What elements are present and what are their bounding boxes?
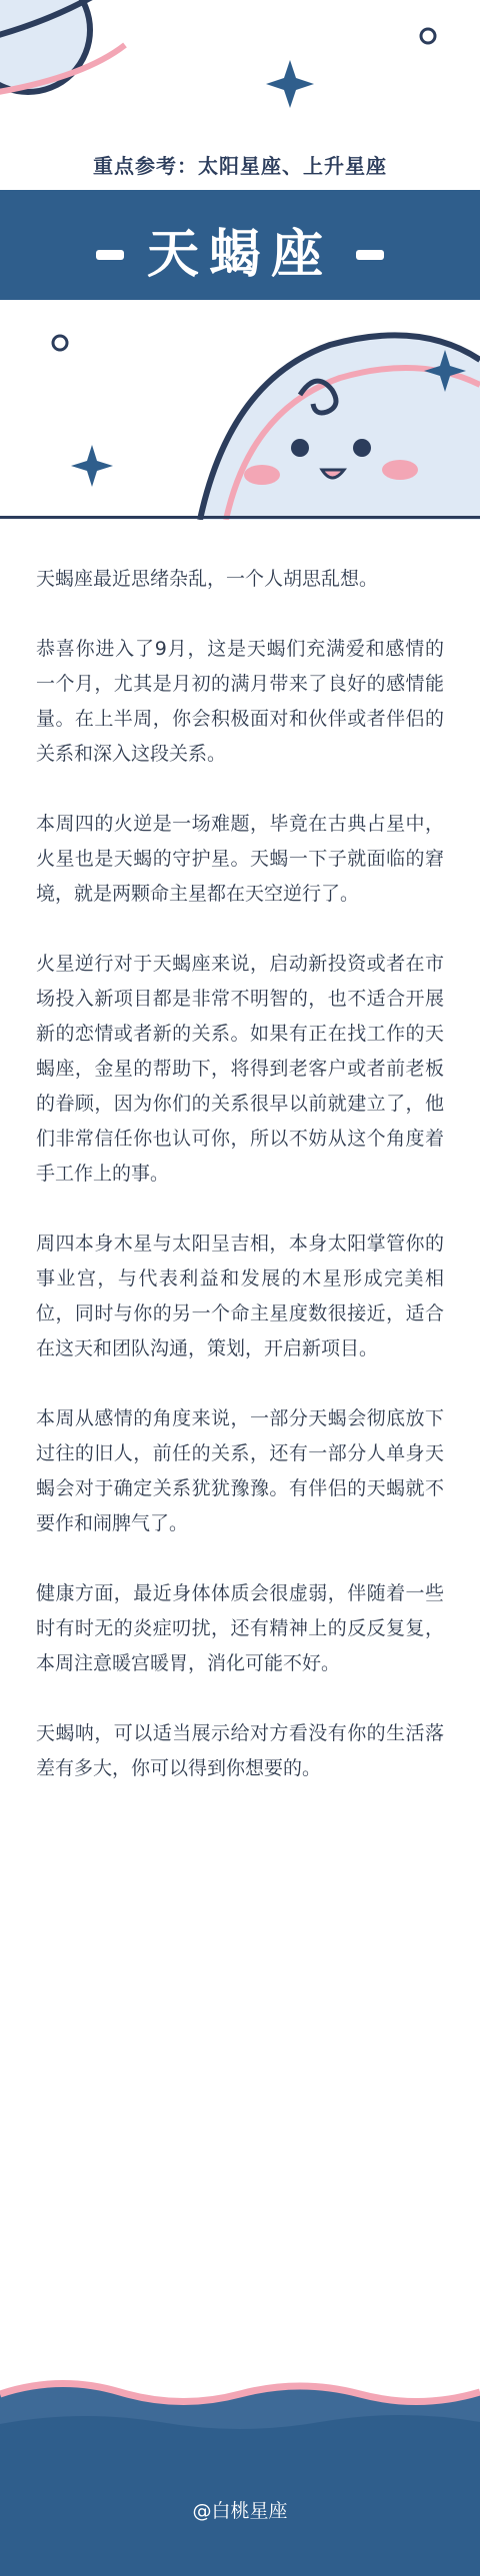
footer-credit: @白桃星座 xyxy=(192,2500,288,2522)
paragraph: 天蝎座最近思绪杂乱，一个人胡思乱想。 xyxy=(36,568,379,590)
title-dash-right xyxy=(356,250,384,260)
planet-icon xyxy=(0,0,125,95)
dot-icon xyxy=(421,29,435,43)
paragraph: 周四本身木星与太阳呈吉相，本身太阳掌管你的事业宫，与代表利益和发展的木星形成完美相位，同时与你的另一个命主星度数很接近，适合在这天和团队沟通，策划，开启新项目。 xyxy=(36,1233,444,1359)
footer-wave xyxy=(0,2364,480,2576)
header-divider xyxy=(0,516,480,519)
article-body xyxy=(36,562,444,1821)
paragraph: 本周从感情的角度来说，一部分天蝎会彻底放下过往的旧人，前任的关系，还有一部分人单身天蝎会对于确定关系犹犹豫豫。有伴侣的天蝎就不要作和闹脾气了。 xyxy=(36,1407,444,1534)
hero-header xyxy=(0,0,480,520)
sparkle-icon xyxy=(71,445,113,487)
footer xyxy=(0,2364,480,2576)
paragraph: 恭喜你进入了9月，这是天蝎们充满爱和感情的一个月，尤其是月初的满月带来了良好的感情能量。在上半周，你会积极面对和伙伴或者伴侣的关系和深入这段关系。 xyxy=(36,638,444,765)
moon-face-illustration xyxy=(200,335,480,520)
paragraph: 天蝎呐，可以适当展示给对方看没有你的生活落差有多大，你可以得到你想要的。 xyxy=(36,1722,444,1779)
dot-icon xyxy=(53,336,67,350)
paragraph: 火星逆行对于天蝎座来说，启动新投资或者在市场投入新项目都是非常不明智的，也不适合开展新的恋情或者新的关系。如果有正在找工作的天蝎座，金星的帮助下，将得到老客户或者前老板的眷顾，因为你们的关系很早以前就建立了，他们非常信任你也认可你，所以不妨从这个角度着手工作上的事。 xyxy=(36,953,444,1185)
page-title: 天蝎座 xyxy=(146,225,333,285)
subtitle: 重点参考：太阳星座、上升星座 xyxy=(93,154,387,178)
paragraph: 本周四的火逆是一场难题，毕竟在古典占星中，火星也是天蝎的守护星。天蝎一下子就面临的窘境，就是两颗命主星都在天空逆行了。 xyxy=(36,813,444,905)
sparkle-icon xyxy=(266,60,314,108)
paragraph: 健康方面，最近身体体质会很虚弱，伴随着一些时有时无的炎症叨扰，还有精神上的反反复复，本周注意暖宫暖胃，消化可能不好。 xyxy=(36,1582,444,1674)
